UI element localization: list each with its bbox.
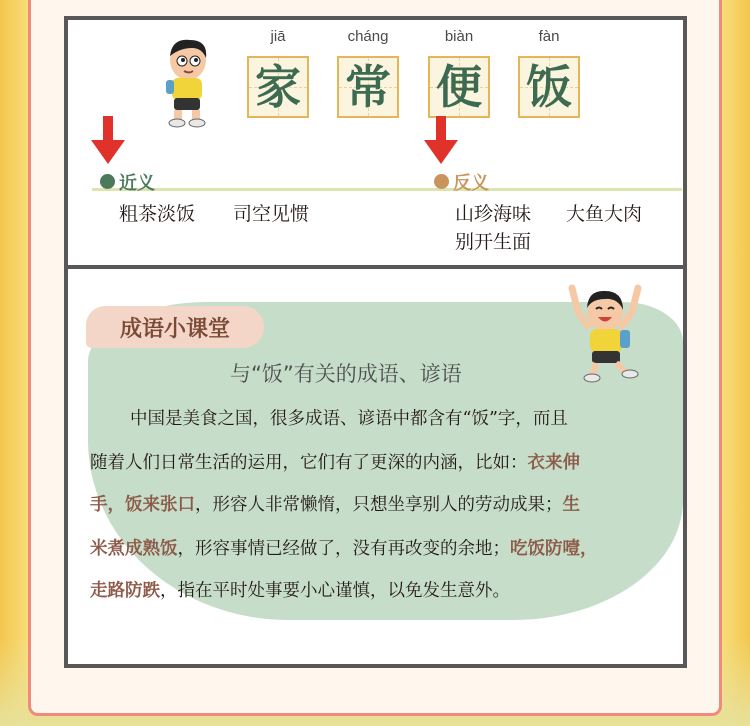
synonym-label: 近义 — [119, 173, 155, 194]
character-2: 常 — [345, 60, 391, 114]
pinyin-3: biàn — [444, 28, 474, 45]
section-divider — [92, 188, 682, 191]
pinyin-2: cháng — [347, 28, 389, 45]
pinyin-1: jiā — [270, 28, 286, 45]
lesson-title: 成语小课堂 — [119, 315, 230, 342]
highlight-idiom: 吃饭防噎， — [510, 539, 598, 559]
arrow-down-icon — [422, 116, 460, 166]
antonym-term: 别开生面 — [455, 231, 532, 253]
antonym-term: 大鱼大肉 — [566, 203, 643, 225]
highlight-idiom: 走路防跌 — [90, 581, 160, 601]
antonym-dot-icon — [434, 174, 449, 189]
character-box-1 — [247, 56, 309, 118]
pinyin-4: fàn — [538, 28, 560, 45]
cheering-boy-illustration — [562, 282, 648, 384]
synonym-term: 粗茶淡饭 — [119, 203, 196, 225]
background-right — [722, 0, 750, 726]
background-left — [0, 0, 28, 726]
lesson-paragraph-line: 手，饭来张口，形容人非常懒惰，只想坐享别人的劳动成果；生 — [90, 495, 580, 515]
lesson-paragraph-line: 中国是美食之国，很多成语、谚语中都含有“饭”字，而且 — [130, 409, 568, 429]
arrow-down-icon — [89, 116, 127, 166]
character-box-4 — [518, 56, 580, 118]
lesson-badge — [86, 306, 264, 348]
character-3: 便 — [436, 60, 482, 114]
character-box-2 — [337, 56, 399, 118]
character-box-3 — [428, 56, 490, 118]
character-1: 家 — [255, 60, 301, 114]
highlight-idiom: 衣来伸 — [527, 453, 580, 473]
highlight-idiom: 生 — [562, 495, 580, 515]
frame-divider — [64, 265, 687, 269]
lesson-paragraph-line: 随着人们日常生活的运用，它们有了更深的内涵，比如：衣来伸 — [90, 453, 580, 473]
antonym-label: 反义 — [453, 173, 489, 194]
lesson-paragraph-line: 走路防跌，指在平时处事要小心谨慎，以免发生意外。 — [90, 581, 510, 601]
lesson-subtitle: 与“饭”有关的成语、谚语 — [230, 362, 462, 386]
boy-illustration — [158, 36, 214, 128]
antonym-term: 山珍海味 — [455, 203, 532, 225]
highlight-idiom: 手，饭来张口 — [90, 495, 195, 515]
synonym-term: 司空见惯 — [233, 203, 310, 225]
synonym-dot-icon — [100, 174, 115, 189]
highlight-idiom: 米煮成熟饭 — [90, 539, 178, 559]
character-4: 饭 — [526, 60, 572, 114]
lesson-paragraph-line: 米煮成熟饭，形容事情已经做了，没有再改变的余地；吃饭防噎， — [90, 539, 598, 559]
